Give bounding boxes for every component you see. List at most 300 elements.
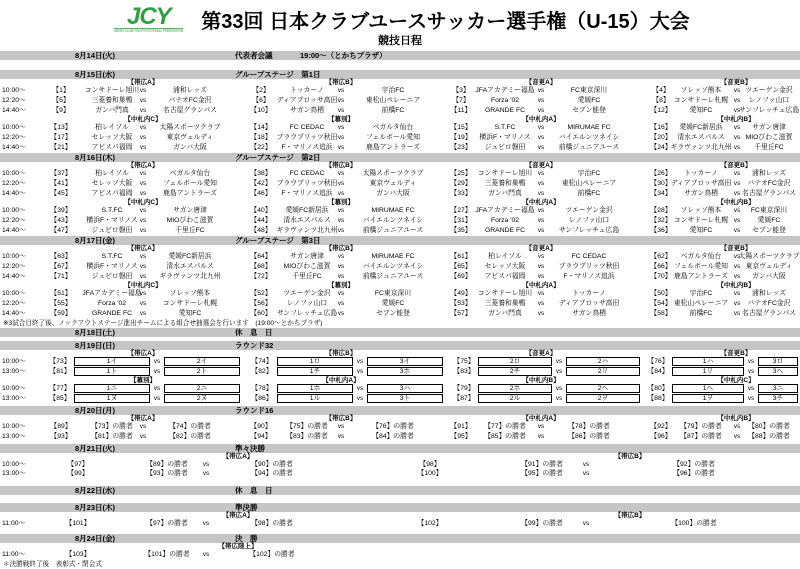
- match-number: 【16】: [650, 124, 672, 131]
- match-number: 【5】: [52, 97, 70, 104]
- away-team: トッカーノ: [572, 290, 606, 297]
- match-number: 【63】: [50, 253, 72, 260]
- away-team: ソレッソ熊本: [169, 290, 211, 297]
- vs-label: vs: [555, 385, 563, 392]
- vs-label: vs: [337, 217, 345, 224]
- vs-label: vs: [537, 273, 545, 280]
- match-row: [0, 262, 800, 272]
- home-team: 横浜F・マリノス: [479, 134, 531, 141]
- match-number: 【95】: [450, 433, 472, 440]
- home-team: 【75】の勝者: [286, 423, 328, 430]
- away-team: 【102】の勝者: [249, 551, 295, 558]
- date-band: [0, 444, 800, 453]
- match-row: [0, 96, 800, 106]
- bracket-slot-home: 2ホ: [478, 384, 552, 393]
- match-number: 【23】: [450, 144, 472, 151]
- vs-label: vs: [733, 423, 741, 430]
- date-band: [0, 70, 800, 79]
- schedule-table: [0, 51, 800, 569]
- match-number: 【70】: [650, 273, 672, 280]
- vs-label: vs: [139, 190, 147, 197]
- vs-label: vs: [733, 310, 741, 317]
- home-team: FC CEDAC: [289, 124, 325, 131]
- match-number: 【103】: [65, 551, 91, 558]
- home-team: セレッソ大阪: [91, 134, 133, 141]
- vs-label: vs: [153, 358, 161, 365]
- venue-header: 【中札内C】: [124, 282, 162, 289]
- away-team: 宇治FC: [577, 170, 601, 177]
- match-number: 【56】: [250, 300, 272, 307]
- vs-label: vs: [733, 144, 741, 151]
- vs-label: vs: [337, 134, 345, 141]
- venue-header: 【帯広A】: [222, 453, 254, 460]
- home-team: 【93】の勝者: [146, 470, 188, 477]
- match-number: 【2】: [252, 87, 270, 94]
- date-label: 8月15日(水): [75, 70, 116, 79]
- away-team: パテオFC金沢: [747, 180, 791, 187]
- match-row: [0, 189, 800, 199]
- match-number: 【53】: [450, 300, 472, 307]
- away-team: 前橋ジュニアユース: [558, 144, 620, 151]
- home-team: ガンバ門真: [488, 310, 522, 317]
- date-band: [0, 328, 800, 337]
- vs-label: vs: [337, 144, 345, 151]
- vs-label: vs: [337, 433, 345, 440]
- match-number: 【52】: [250, 290, 272, 297]
- home-team: 【101】の勝者: [144, 551, 190, 558]
- match-row: [0, 384, 800, 394]
- venue-header: 【中札内A】: [522, 116, 560, 123]
- note-text: ※3試合目終了後、ノックアウトステージ進出チームによる組合せ抽選会を行います (19:00～とかちプラザ): [3, 320, 323, 327]
- away-team: ベガルタ仙台: [372, 124, 414, 131]
- home-team: 愛知FC: [689, 227, 713, 234]
- away-team: 東京ヴェルディ: [166, 134, 214, 141]
- match-row: [0, 179, 800, 189]
- away-team: 前橋FC: [381, 107, 405, 114]
- home-team: サンフレッチェ広島: [276, 310, 338, 317]
- match-number: 【100】: [417, 470, 443, 477]
- bracket-slot-away: 3ト: [367, 394, 443, 403]
- home-team: 【79】の勝者: [680, 423, 722, 430]
- venue-header: 【中札内A】: [522, 282, 560, 289]
- home-team: 【85】の勝者: [484, 433, 526, 440]
- match-number: 【21】: [50, 144, 72, 151]
- away-team: サガン唐津: [173, 207, 207, 214]
- vs-label: vs: [733, 180, 741, 187]
- home-team: 千里丘FC: [292, 273, 322, 280]
- venue-header: 【中札内A】: [322, 377, 360, 384]
- bracket-slot-home: 1ヘ: [672, 384, 744, 393]
- vs-label: vs: [537, 124, 545, 131]
- date-band: [0, 51, 800, 60]
- vs-label: vs: [202, 520, 210, 527]
- vs-label: vs: [337, 423, 345, 430]
- vs-label: vs: [537, 217, 545, 224]
- vs-label: vs: [337, 300, 345, 307]
- vs-label: vs: [356, 395, 364, 402]
- section-title: 準々決勝: [235, 444, 265, 453]
- venue-header: 【音更A】: [525, 79, 557, 86]
- vs-label: vs: [733, 124, 741, 131]
- match-number: 【66】: [650, 263, 672, 270]
- home-team: 横浜F・マリノス: [86, 263, 138, 270]
- jcy-logo-caption: JAPAN CLUB YOUTH FOOTBALL FEDERATION: [114, 28, 184, 33]
- home-team: アビスパ福岡: [91, 144, 133, 151]
- match-number: 【98】: [419, 461, 441, 468]
- match-number: 【27】: [450, 207, 472, 214]
- home-team: 【77】の勝者: [484, 423, 526, 430]
- match-number: 【81】: [49, 368, 71, 375]
- vs-label: vs: [337, 207, 345, 214]
- away-team: 名古屋グランパス: [742, 190, 796, 197]
- home-team: FC CEDAC: [289, 170, 325, 177]
- home-team: ギラヴァンツ北九州: [276, 227, 338, 234]
- away-team: 愛媛FC: [577, 97, 601, 104]
- home-team: 清水エスパルス: [283, 217, 331, 224]
- home-team: GRANDE FC: [484, 107, 526, 114]
- bracket-slot-home: 1ル: [277, 394, 353, 403]
- match-number: 【29】: [450, 180, 472, 187]
- match-number: 【79】: [453, 385, 475, 392]
- vs-label: vs: [537, 190, 545, 197]
- away-team: 東松山ペレーニア: [561, 180, 617, 187]
- vs-label: vs: [537, 300, 545, 307]
- home-team: フェルボール愛知: [674, 263, 728, 270]
- match-number: 【51】: [50, 290, 72, 297]
- away-team: 【74】の勝者: [169, 423, 211, 430]
- venue-header-row: [0, 79, 800, 86]
- venue-header-row: [0, 453, 800, 460]
- match-number: 【97】: [67, 461, 89, 468]
- match-number: 【9】: [52, 107, 70, 114]
- match-number: 【61】: [450, 253, 472, 260]
- home-team: F・マリノス追浜: [281, 190, 333, 197]
- vs-label: vs: [747, 358, 755, 365]
- home-team: 前橋FC: [689, 310, 713, 317]
- venue-header: 【帯広陸上】: [218, 543, 258, 550]
- venue-header: 【音更B】: [720, 350, 752, 357]
- vs-label: vs: [747, 368, 755, 375]
- venue-header: 【幕別】: [328, 199, 354, 206]
- away-team: 愛媛FC: [381, 300, 405, 307]
- vs-label: vs: [747, 395, 755, 402]
- vs-label: vs: [202, 551, 210, 558]
- bracket-slot-away: 3ロ: [758, 357, 798, 366]
- venue-header: 【中札内B】: [717, 415, 755, 422]
- vs-label: vs: [555, 368, 563, 375]
- match-number: 【4】: [652, 87, 670, 94]
- away-team: 【88】の勝者: [748, 433, 790, 440]
- home-team: 清水エスパルス: [677, 134, 725, 141]
- match-number: 【26】: [650, 170, 672, 177]
- vs-label: vs: [139, 97, 147, 104]
- match-row: [0, 519, 800, 528]
- time-label: 10:00～: [2, 461, 26, 468]
- match-number: 【41】: [50, 180, 72, 187]
- home-team: F・マリノス追浜: [281, 144, 333, 151]
- time-label: 14:40～: [2, 144, 26, 151]
- match-number: 【6】: [252, 97, 270, 104]
- away-team: 清水エスパルス: [166, 263, 214, 270]
- vs-label: vs: [202, 461, 210, 468]
- match-number: 【18】: [250, 134, 272, 141]
- away-team: 千里丘FC: [754, 144, 784, 151]
- vs-label: vs: [337, 190, 345, 197]
- time-label: 12:20～: [2, 217, 26, 224]
- away-team: MIOびわこ滋賀: [166, 217, 214, 224]
- away-team: 【84】の勝者: [372, 433, 414, 440]
- match-number: 【49】: [450, 290, 472, 297]
- vs-label: vs: [537, 310, 545, 317]
- home-team: セレッソ大阪: [91, 180, 133, 187]
- home-team: サガン鳥栖: [290, 107, 324, 114]
- away-team: 千里丘FC: [175, 227, 205, 234]
- home-team: ジュビロ磐田: [91, 273, 133, 280]
- vs-label: vs: [537, 97, 545, 104]
- home-team: JFAアカデミー福島: [475, 207, 535, 214]
- time-label: 12:20～: [2, 263, 26, 270]
- home-team: Forza '02: [490, 217, 520, 224]
- vs-label: vs: [733, 217, 741, 224]
- match-number: 【43】: [50, 217, 72, 224]
- home-team: ソレッソ熊本: [680, 87, 722, 94]
- date-label: 8月17日(金): [75, 236, 116, 245]
- time-label: 13:00～: [2, 470, 26, 477]
- match-number: 【45】: [50, 190, 72, 197]
- home-team: ガンバ門真: [488, 190, 522, 197]
- vs-label: vs: [733, 433, 741, 440]
- bracket-slot-away: 2イ: [164, 357, 240, 366]
- vs-label: vs: [733, 263, 741, 270]
- time-label: 14:40～: [2, 227, 26, 234]
- match-number: 【64】: [250, 253, 272, 260]
- match-number: 【20】: [650, 134, 672, 141]
- vs-label: vs: [733, 300, 741, 307]
- venue-header: 【幕別】: [130, 377, 156, 384]
- home-team: 【83】の勝者: [286, 433, 328, 440]
- bracket-slot-away: 3チ: [758, 394, 798, 403]
- away-team: 鹿島アントラーズ: [366, 144, 420, 151]
- home-team: 【95】の勝者: [521, 470, 563, 477]
- match-number: 【67】: [50, 263, 72, 270]
- home-team: Forza '02: [490, 97, 520, 104]
- match-row: [0, 252, 800, 262]
- match-row: [0, 226, 800, 236]
- page-subtitle: 競技日程: [378, 35, 422, 47]
- away-team: 名古屋グランパス: [742, 310, 796, 317]
- vs-label: vs: [733, 227, 741, 234]
- away-team: 愛知FC: [178, 310, 202, 317]
- vs-label: vs: [337, 170, 345, 177]
- match-row: [0, 272, 800, 282]
- bracket-slot-away: 3ハ: [367, 384, 443, 393]
- home-team: ギラヴァンツ北九州: [670, 144, 732, 151]
- venue-header-row: [0, 162, 800, 169]
- venue-header: 【音更A】: [525, 162, 557, 169]
- date-label: 8月23日(木): [75, 503, 116, 512]
- vs-label: vs: [733, 134, 741, 141]
- vs-label: vs: [537, 263, 545, 270]
- match-number: 【47】: [50, 227, 72, 234]
- vs-label: vs: [153, 368, 161, 375]
- home-team: トッカーノ: [684, 170, 718, 177]
- match-number: 【86】: [251, 395, 273, 402]
- bracket-slot-away: 2ニ: [164, 384, 240, 393]
- home-team: JFAアカデミー福島: [475, 87, 535, 94]
- time-label: 10:00～: [2, 207, 26, 214]
- date-label: 8月19日(日): [75, 341, 116, 350]
- vs-label: vs: [202, 470, 210, 477]
- venue-header: 【中札内B】: [717, 282, 755, 289]
- venue-header: 【帯広B】: [325, 79, 357, 86]
- match-number: 【50】: [650, 290, 672, 297]
- match-number: 【42】: [250, 180, 272, 187]
- home-team: GRANDE FC: [91, 310, 133, 317]
- venue-header: 【帯広B】: [614, 512, 646, 519]
- away-team: 東松山ペレーニア: [365, 97, 421, 104]
- home-team: 横浜F・マリノス: [86, 217, 138, 224]
- date-band: [0, 153, 800, 162]
- vs-label: vs: [733, 253, 741, 260]
- away-team: 前橋FC: [577, 190, 601, 197]
- match-number: 【82】: [251, 368, 273, 375]
- vs-label: vs: [337, 227, 345, 234]
- match-row: [0, 432, 800, 442]
- time-label: 10:00～: [2, 358, 26, 365]
- home-team: ディアブロッサ高田: [276, 97, 338, 104]
- match-number: 【32】: [650, 217, 672, 224]
- jcy-logo: [110, 2, 187, 33]
- vs-label: vs: [139, 273, 147, 280]
- match-number: 【87】: [453, 395, 475, 402]
- home-team: コンサドーレ札幌: [673, 97, 729, 104]
- match-number: 【55】: [50, 300, 72, 307]
- away-team: MIOびわこ滋賀: [745, 134, 793, 141]
- match-number: 【36】: [650, 227, 672, 234]
- section-title: 休 息 日: [235, 328, 273, 337]
- time-label: 11:00～: [2, 520, 26, 527]
- vs-label: vs: [537, 144, 545, 151]
- away-team: 浦和レッズ: [173, 87, 207, 94]
- home-team: 【87】の勝者: [680, 433, 722, 440]
- match-number: 【12】: [650, 107, 672, 114]
- vs-label: vs: [139, 253, 147, 260]
- venue-header-row: [0, 199, 800, 206]
- venue-header: 【中札内B】: [717, 116, 755, 123]
- venue-header: 【中札内A】: [522, 199, 560, 206]
- away-team: レノファ山口: [568, 217, 610, 224]
- bracket-slot-home: 1ホ: [277, 384, 353, 393]
- match-number: 【90】: [250, 423, 272, 430]
- match-row: [0, 123, 800, 133]
- away-team: 東京ヴェルディ: [369, 180, 417, 187]
- away-team: 【80】の勝者: [748, 423, 790, 430]
- away-team: 【78】の勝者: [568, 423, 610, 430]
- venue-header-row: [0, 245, 800, 252]
- date-band: [0, 486, 800, 495]
- time-label: 12:20～: [2, 97, 26, 104]
- vs-label: vs: [537, 423, 545, 430]
- match-row: [0, 460, 800, 469]
- section-title: グループステージ 第3日: [235, 236, 321, 245]
- away-team: 浦和レッズ: [752, 170, 786, 177]
- home-team: 東松山ペレーニア: [673, 300, 729, 307]
- time-label: 10:00～: [2, 423, 26, 430]
- match-row: [0, 367, 800, 377]
- match-number: 【40】: [250, 207, 272, 214]
- away-team: FC CEDAC: [571, 253, 607, 260]
- time-label: 10:00～: [2, 87, 26, 94]
- away-team: セブン能登: [752, 227, 786, 234]
- time-label: 14:40～: [2, 190, 26, 197]
- vs-label: vs: [537, 180, 545, 187]
- home-team: コンサドーレ旭川: [477, 170, 533, 177]
- away-team: 【76】の勝者: [372, 423, 414, 430]
- venue-header: 【中札内B】: [717, 199, 755, 206]
- away-team: サンフレッチェ広島: [558, 227, 620, 234]
- match-number: 【14】: [250, 124, 272, 131]
- away-team: MIRUMAE FC: [567, 124, 611, 131]
- match-number: 【92】: [650, 423, 672, 430]
- away-team: 【94】の勝者: [251, 470, 293, 477]
- home-team: 【89】の勝者: [146, 461, 188, 468]
- match-number: 【68】: [250, 263, 272, 270]
- home-team: ソレッソ熊本: [680, 207, 722, 214]
- away-team: ツエーゲン金沢: [745, 87, 793, 94]
- away-team: コンサドーレ札幌: [162, 300, 218, 307]
- home-team: S.T.FC: [101, 253, 123, 260]
- away-team: 東京ヴェルディ: [745, 263, 793, 270]
- vs-label: vs: [139, 263, 147, 270]
- away-team: ツエーゲン金沢: [565, 207, 613, 214]
- date-label: 8月20日(月): [75, 406, 116, 415]
- away-team: ガンバ大阪: [376, 190, 410, 197]
- vs-label: vs: [139, 310, 147, 317]
- match-number: 【57】: [450, 310, 472, 317]
- vs-label: vs: [337, 180, 345, 187]
- vs-label: vs: [537, 134, 545, 141]
- vs-label: vs: [555, 358, 563, 365]
- date-label: 8月24日(金): [75, 534, 116, 543]
- home-team: Forza '02: [97, 300, 127, 307]
- away-team: FC東京深川: [750, 207, 788, 214]
- venue-header-row: [0, 415, 800, 422]
- vs-label: vs: [139, 300, 147, 307]
- away-team: 宇治FC: [381, 87, 405, 94]
- match-row: [0, 216, 800, 226]
- vs-label: vs: [337, 124, 345, 131]
- away-team: パテオFC金沢: [747, 300, 791, 307]
- match-row: [0, 357, 800, 367]
- away-team: 愛媛FC: [757, 217, 781, 224]
- away-team: ギラヴァンツ北九州: [159, 273, 221, 280]
- away-team: サンフレッチェ広島: [738, 107, 800, 114]
- venue-header: 【帯広B】: [325, 415, 357, 422]
- time-label: 10:00～: [2, 290, 26, 297]
- vs-label: vs: [139, 227, 147, 234]
- home-team: JFAアカデミー福島: [82, 290, 142, 297]
- away-team: 太陽スポーツクラブ: [362, 170, 424, 177]
- section-title: 準決勝: [235, 503, 258, 512]
- time-label: 11:00～: [2, 551, 26, 558]
- away-team: レノファ山口: [748, 97, 790, 104]
- section-title: グループステージ 第2日: [235, 153, 321, 162]
- home-team: ジュビロ磐田: [91, 227, 133, 234]
- match-number: 【34】: [650, 190, 672, 197]
- vs-label: vs: [337, 273, 345, 280]
- away-team: ベガルタ仙台: [169, 170, 211, 177]
- vs-label: vs: [139, 124, 147, 131]
